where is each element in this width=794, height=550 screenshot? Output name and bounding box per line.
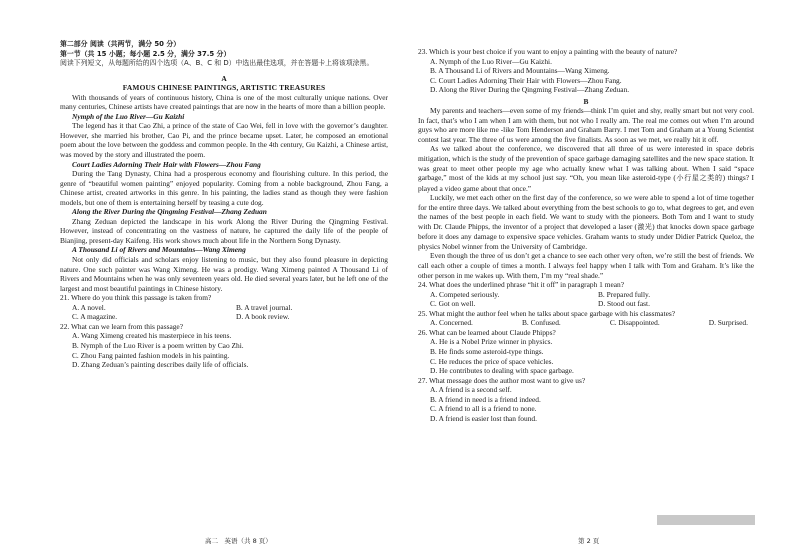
question-24-options-row-1 [418,290,754,300]
question-24-stem: 24. What does the underlined phrase “hit it off” in paragraph 1 mean? [418,280,624,290]
painting-4-title: A Thousand Li of Rivers and Mountains [72,245,196,255]
question-23-option-a: A. Nymph of the Luo River—Gu Kaizhi. [430,56,552,66]
painting-1-author: —Gu Kaizhi [145,111,185,121]
question-27 [418,376,754,424]
question-21 [60,293,388,322]
question-23-option-c: C. Court Ladies Adorning Their Hair with Flowers—Zhou Fang. [430,75,622,85]
question-25 [418,309,754,328]
question-25-option-d: D. Surprised. [708,318,748,328]
painting-2-heading [60,160,388,170]
question-27-option-d: D. A friend is easier lost than found. [430,413,537,423]
passage-a-title: FAMOUS CHINESE PAINTINGS, ARTISTIC TREASURES [122,83,326,93]
passage-b-paragraph-3 [418,193,754,251]
question-24-option-d: D. Stood out fast. [598,299,650,309]
painting-3-author: —Zhang Zeduan [214,207,267,217]
question-21-option-d: D. A book review. [236,312,290,322]
question-24-option-b: B. Prepared fully. [598,289,651,299]
painting-2-author: —Zhou Fang [218,159,261,169]
question-22-option-a: A. Wang Ximeng created his masterpiece in his teens. [72,331,232,341]
right-column [418,47,754,423]
question-21-option-b: B. A travel journal. [236,302,293,312]
question-27-option-c: C. A friend to all is a friend to none. [430,404,537,414]
question-26-option-b: B. He finds some asteroid-type things. [430,346,544,356]
passage-b-paragraph-3-gloss: 激光 [637,222,653,231]
question-23-option-d: D. Along the River During the Qingming Festival—Zhang Zeduan. [430,85,630,95]
passage-a-intro: With thousands of years of continuous history, China is one of the most culturally unique nations. Over many centuries, Chinese artists have created paintings that are now in the hearts of more than a billion people. [60,92,388,112]
passage-a-letter: A [221,73,227,83]
painting-2-body: During the Tang Dynasty, China had a prosperous economy and flourishing culture. In this period, the genre of “beautiful women painting” enjoyed popularity. Coming from a noble background, Zhou Fang, a Chinese artist, created artworks in this genre. In his painting, the ladies stand as though they were fashion models, but one of them is entertaining herself by teasing a cute dog. [60,169,388,207]
question-21-options-row-2 [60,312,388,322]
left-column [60,40,388,370]
question-24 [418,280,754,309]
painting-1-title: Nymph of the Luo River [72,111,146,121]
question-25-option-c: C. Disappointed. [609,318,660,328]
painting-4-author: —Wang Ximeng [195,245,246,255]
question-25-stem: 25. What might the author feel when he talks about space garbage with his classmates? [418,308,676,318]
question-22-option-c: C. Zhou Fang painted fashion models in his painting. [72,350,230,360]
passage-b-letter: B [583,96,589,106]
question-27-option-a: A. A friend is a second self. [430,385,512,395]
footer-page-number: 第 2 页 [578,537,600,545]
question-27-option-b: B. A friend in need is a friend indeed. [430,394,541,404]
painting-4-body: Not only did officials and scholars enjoy listening to music, but they also found pleasure in depicting nature. One such painter was Wang Ximeng. He was a prodigy. Wang Ximeng painted A Thousand Li of Rivers and Mountains when he was only seventeen years old. He died several years later, but he left one of the largest and most beautiful paintings in Chinese history. [60,255,388,293]
question-22-option-d: D. Zhang Zeduan’s painting describes daily life of officials. [72,360,249,370]
question-23 [418,47,754,95]
footer-course-label: 高二 英语（共 8 页） [205,537,272,545]
question-21-options-row-1 [60,303,388,313]
section-heading: 第一节（共 15 小题；每小题 2.5 分，满分 37.5 分） [60,49,231,58]
instructions: 阅读下列短文，从每题所给的四个选项（A、B、C 和 D）中选出最佳选项，并在答题卡上将该项涂黑。 [60,59,374,68]
passage-b-paragraph-2-gloss: 小行星之类的 [675,174,723,183]
question-24-options-row-2 [418,299,754,309]
painting-2-title: Court Ladies Adorning Their Hair with Flowers [72,159,219,169]
question-25-options [418,318,754,328]
passage-b-paragraph-3-part-1: Luckily, we met each other on the first day of the conference, so we were able to spend a lot of time together for the entire three days. We talked about everything from the best schools to go to, what degrees to get, and even the names of the best people in each field. We want to study with the pioneers. Both Tom and I want to study with Dr. Claude Phipps, the inventor of a project that developed a laser ( [418,193,754,231]
question-22-stem: 22. What can we learn from this passage? [60,321,183,331]
passage-b-paragraph-2 [418,144,754,193]
passage-b-paragraph-4: Even though the three of us don’t get a chance to see each other very often, we’re still the best of friends. We call each other a couple of times a month. I always feel happy when I talk with Tom and Graham. It’s like the other person in me wakes up. With them, I’m my “real shade.” [418,251,754,280]
passage-b-paragraph-1: My parents and teachers—even some of my friends—think I’m quiet and shy, really smart but not very cool. In fact, that’s who I am when I am with them, but not who I really am. The real me comes out when I’m around guys who are more like me -like Tom Henderson and Graham Barry. I met Tom and Graham at a Young Scientist contest last year. The three of us were among the five finalists. As soon as we met, we really hit it off. [418,106,754,144]
question-23-option-b: B. A Thousand Li of Rivers and Mountains—Wang Ximeng. [430,66,610,76]
question-25-option-b: B. Confused. [521,318,561,328]
painting-3-title: Along the River During the Qingming Festival [72,207,215,217]
question-26-option-d: D. He contributes to dealing with space garbage. [430,366,574,376]
redaction-bar [657,515,755,525]
passage-b-paragraph-2-part-2: ) things? I played a video game about that once.” [418,173,755,193]
question-26 [418,328,754,376]
question-21-stem: 21. Where do you think this passage is taken from? [60,293,212,303]
question-22-option-b: B. Nymph of the Luo River is a poem written by Cao Zhi. [72,340,244,350]
painting-1-heading [60,112,388,122]
question-23-stem: 23. Which is your best choice if you want to enjoy a painting with the beauty of nature? [418,47,678,56]
passage-b-paragraph-2-part-1: As we talked about the conference, we discovered that all three of us were interested in space debris mitigation, which is the study of the prevention of space garbage damaging satellites and the new space station. It was great to meet other people my age who actually knew what I was talking about. When I said “space garbage,” most of the kids at my school just say. “Oh, you mean like asteroid-type ( [418,144,754,183]
question-22 [60,322,388,370]
question-27-stem: 27. What message does the author most want to give us? [418,375,586,385]
question-24-option-c: C. Got on well. [430,299,476,309]
question-26-stem: 26. What can be learned about Claude Phipps? [418,327,556,337]
question-24-option-a: A. Competed seriously. [430,289,500,299]
painting-4-heading [60,245,388,255]
painting-3-body: Zhang Zeduan depicted the landscape in his work Along the River During the Qingming Festival. However, instead of concentrating on the vastness of nature, he captured the daily life of the people of Bianjing, present-day Kaifeng. His work shows much about life in the Northern Song Dynasty. [60,216,388,245]
question-21-option-a: A. A novel. [72,302,106,312]
question-26-option-c: C. He reduces the price of space vehicles. [430,356,554,366]
part-heading: 第二部分 阅读（共两节，满分 50 分） [60,40,181,48]
question-25-option-a: A. Concerned. [430,318,473,328]
painting-1-body: The legend has it that Cao Zhi, a prince of the state of Cao Wei, fell in love with the governor’s daughter. However, she married his brother, Cao Pi, and the prince became upset. Later, he composed an emotional poem about the love between the goddess and common people. In the 4th century, Gu Kaizhi, a Chinese artist, was moved by the story and illustrated the poem. [60,121,388,160]
question-21-option-c: C. A magazine. [72,312,118,322]
passage-b-paragraph-3-part-2: ) that knocks down space garbage before it does any damage to expensive space vehicles. Graham wants to study under Didier Patrick Queloz, the physics Nobel winner from the University of Cambridge. [418,221,754,251]
painting-3-heading [60,207,388,217]
question-26-option-a: A. He is a Nobel Prize winner in physics. [430,337,553,347]
